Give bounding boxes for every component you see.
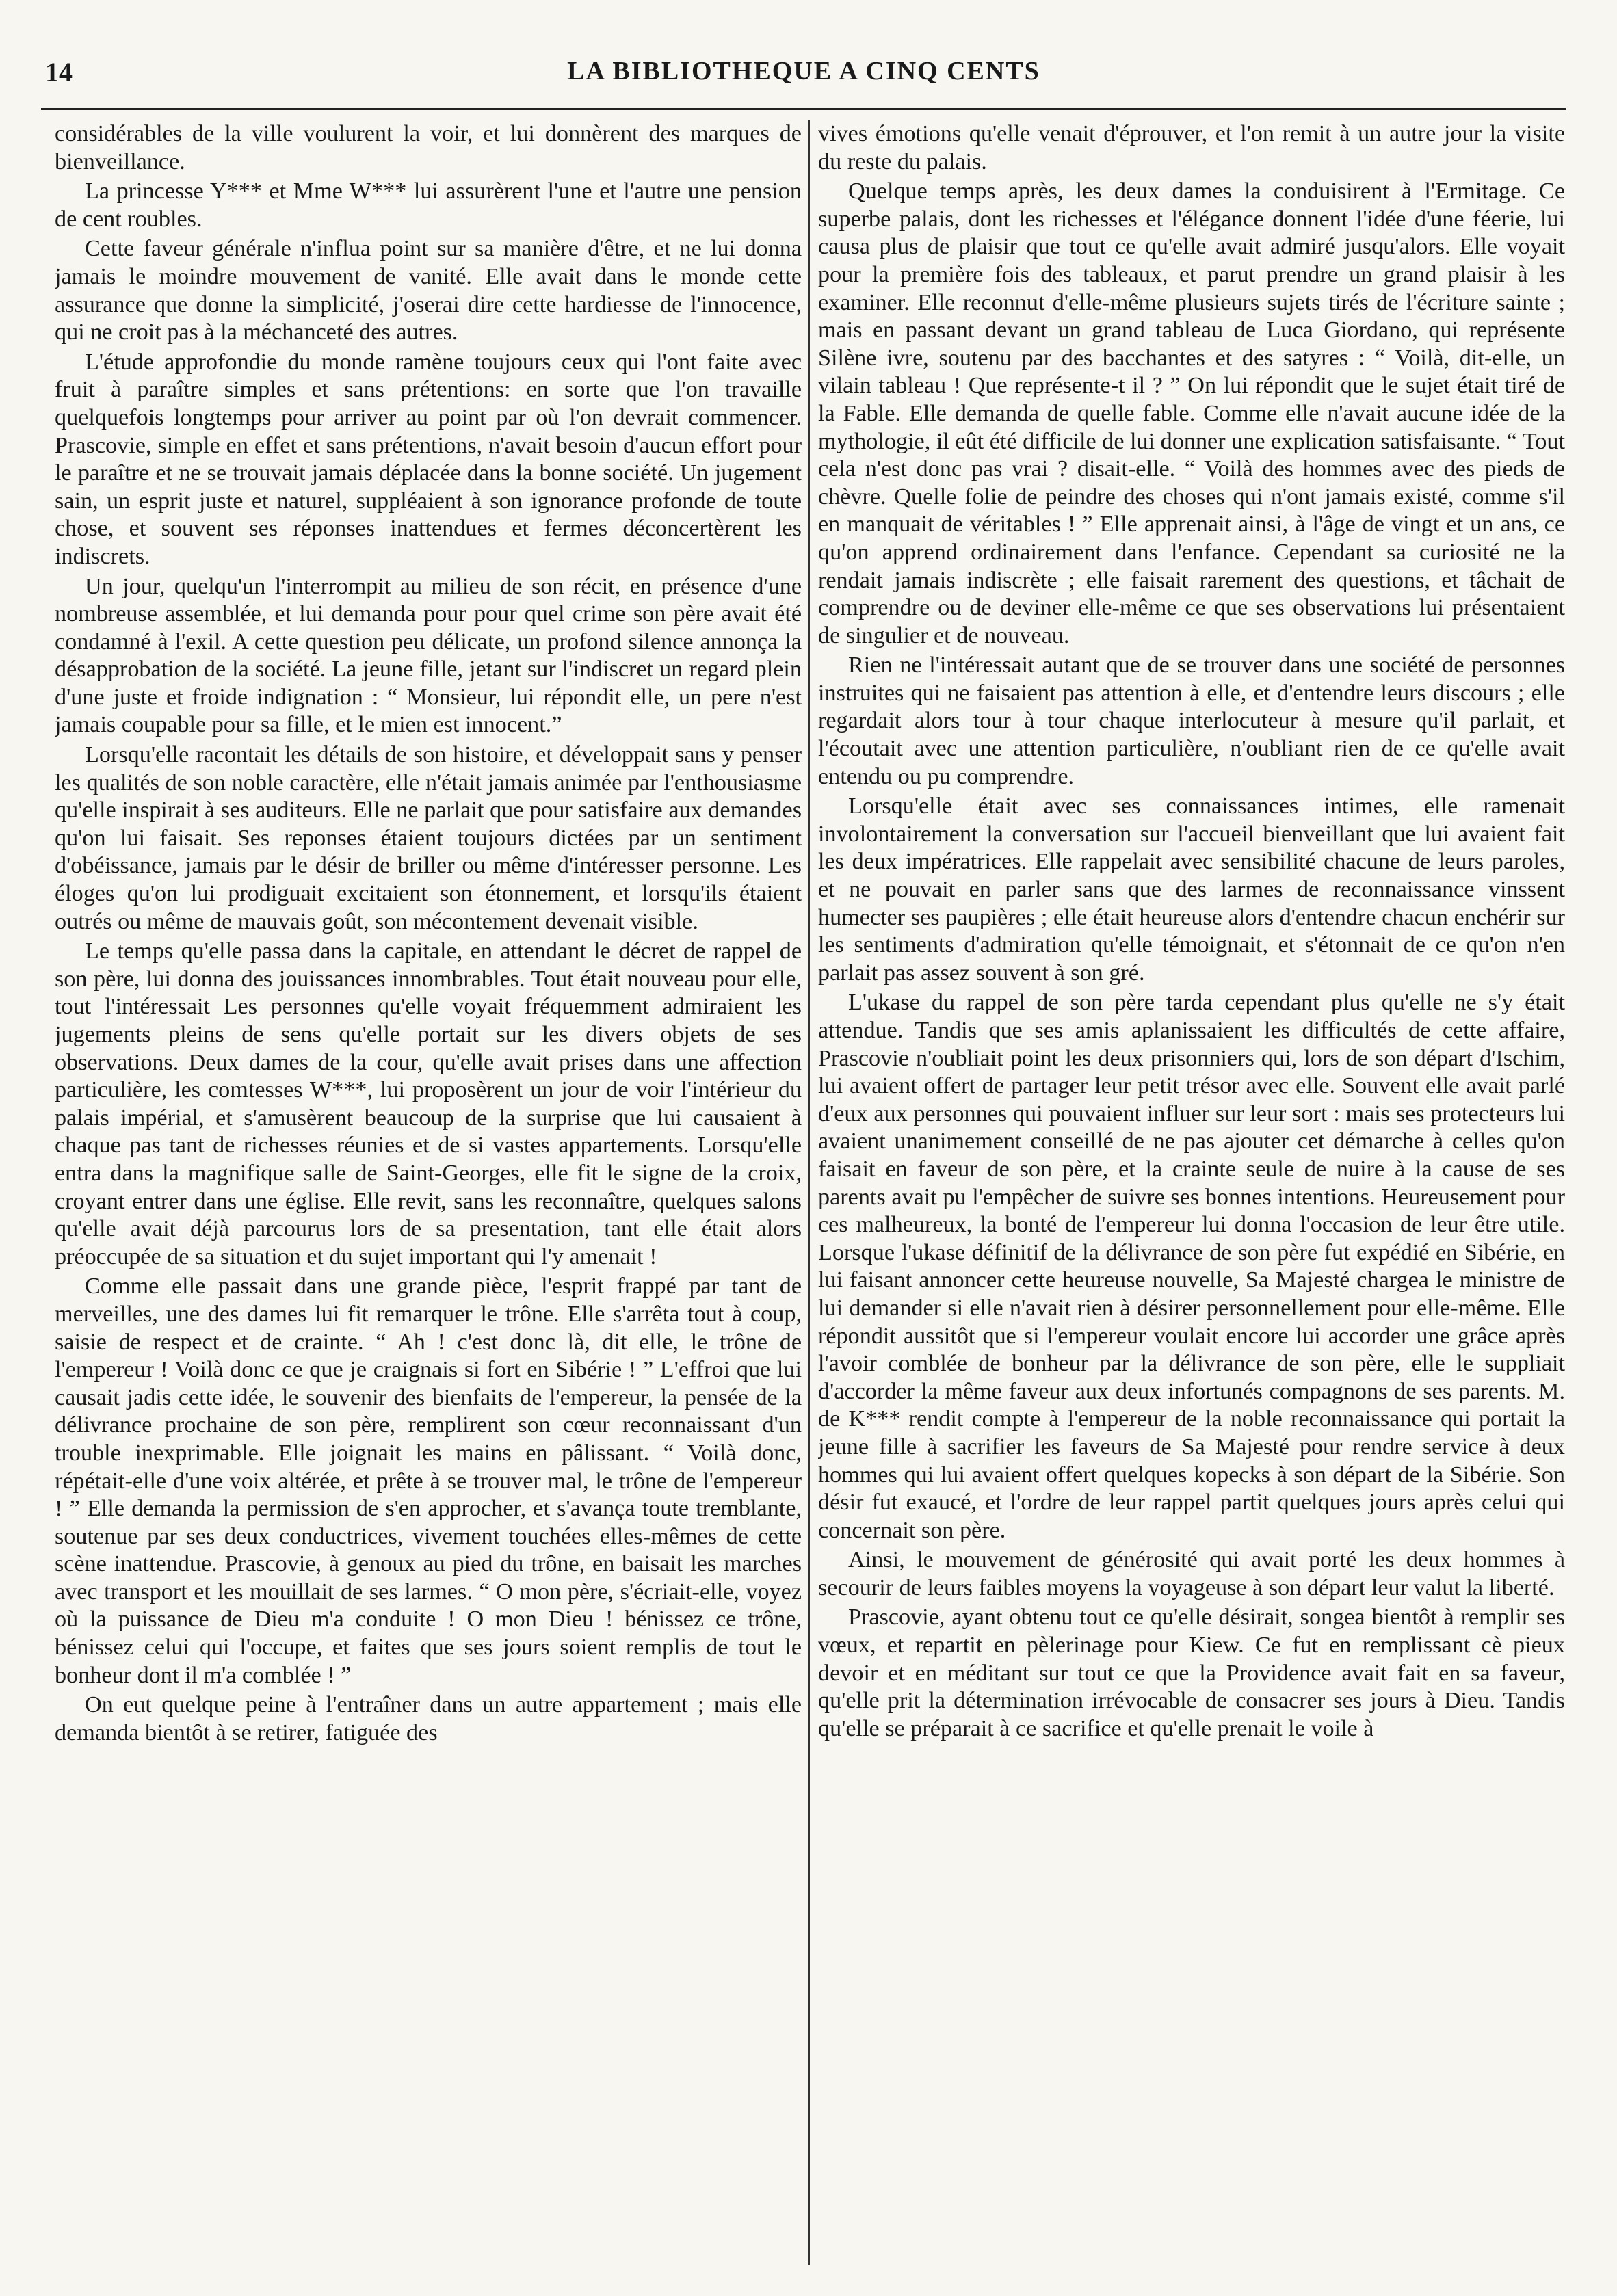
left-column bbox=[55, 120, 802, 2265]
column-divider bbox=[808, 120, 810, 2265]
running-title: LA BIBLIOTHEQUE A CINQ CENTS bbox=[567, 57, 1040, 85]
paragraph: Lorsqu'elle était avec ses connaissances intimes, elle ramenait involontairement la conversation sur l'accueil bienveillant que lui avaient fait les deux impératrices. Elle rappelait avec sensibilité chacune de leurs paroles, et ne pouvait en parler sans que des larmes de reconnaissance vinssent humecter ses paupières ; elle était heureuse alors d'entendre chacun enchérir sur les sentiments d'admiration qu'elle témoignait, et s'étonnait de ce qu'on n'en parlait pas assez souvent à son gré. bbox=[818, 793, 1565, 986]
paragraph: On eut quelque peine à l'entraîner dans un autre appartement ; mais elle demanda bientôt à se retirer, fatiguée des bbox=[55, 1692, 802, 1745]
paragraph: vives émotions qu'elle venait d'éprouver, et l'on remit à un autre jour la visite du reste du palais. bbox=[818, 121, 1565, 174]
paragraph: Ainsi, le mouvement de générosité qui avait porté les deux hommes à secourir de leurs faibles moyens la voyageuse à son départ leur valut la liberté. bbox=[818, 1547, 1565, 1600]
right-column bbox=[818, 120, 1565, 2265]
page-number: 14 bbox=[45, 57, 73, 88]
paragraph: Cette faveur générale n'influa point sur sa manière d'être, et ne lui donna jamais le moindre mouvement de vanité. Elle avait dans le monde cette assurance que donne la simplicité, j'oserai dire cette hardiesse de l'innocence, qui ne croit pas à la méchanceté des autres. bbox=[55, 236, 802, 345]
paragraph: Un jour, quelqu'un l'interrompit au milieu de son récit, en présence d'une nombreuse assemblée, et lui demanda pour pour quel crime son père avait été condamné à l'exil. A cette question peu délicate, un profond silence annonça la désapprobation de la société. La jeune fille, jetant sur l'indiscret un regard plein d'une juste et froide indignation : “ Monsieur, lui répondit elle, un pere n'est jamais coupable pour sa fille, et le mien est innocent.” bbox=[55, 573, 802, 738]
paragraph: considérables de la ville voulurent la voir, et lui donnèrent des marques de bienveillance. bbox=[55, 121, 802, 174]
header-rule bbox=[41, 108, 1566, 110]
paragraph: L'ukase du rappel de son père tarda cependant plus qu'elle ne s'y était attendue. Tandis que ses amis aplanissaient les difficultés de cette affaire, Prascovie n'oubliait point les deux prisonniers qui, lors de son départ d'Ischim, lui avaient offert de partager leur petit trésor avec elle. Souvent elle avait parlé d'eux aux personnes qui pouvaient influer sur leur sort : mais ses protecteurs lui avaient unanimement conseillé de ne pas ajouter cet démarche à celles qu'on faisait en faveur de son père, et la crainte seule de nuire à la cause de ses parents avait pu l'empêcher de suivre ses bonnes intentions. Heureusement pour ces malheureux, la bonté de l'empereur lui donna l'occasion de leur être utile. Lorsque l'ukase définitif de la délivrance de son père fut expédié en Sibérie, en lui faisant annoncer cette heureuse nouvelle, Sa Majesté chargea le ministre de lui demander si elle n'avait rien à désirer personnellement pour elle-même. Elle répondit aussitôt que si l'empereur voulait encore lui accorder une grâce après l'avoir comblée de bonheur par la délivrance de son père, elle le suppliait d'accorder la même faveur aux deux infortunés compagnons de ses parents. M. de K*** rendit compte à l'empereur de la noble reconnaissance qui portait la jeune fille à sacrifier les faveurs de Sa Majesté pour rendre service à deux hommes qui lui avaient offert quelques kopecks à son départ de la Sibérie. Son désir fut exaucé, et l'ordre de leur rappel partit quelques jours après celui qui concernait son père. bbox=[818, 990, 1565, 1543]
paragraph: La princesse Y*** et Mme W*** lui assurèrent l'une et l'autre une pension de cent roubles. bbox=[55, 179, 802, 232]
paragraph: L'étude approfondie du monde ramène toujours ceux qui l'ont faite avec fruit à paraître simples et sans prétentions: en sorte que l'on travaille quelquefois longtemps pour arriver au point par où l'on devrait commencer. Prascovie, simple en effet et sans prétentions, n'avait besoin d'aucun effort pour le paraître et ne se trouvait jamais déplacée dans la bonne société. Un jugement sain, un esprit juste et naturel, suppléaient à son ignorance profonde de toute chose, et souvent ses réponses inattendues et fermes déconcertèrent les indiscrets. bbox=[55, 349, 802, 569]
paragraph: Prascovie, ayant obtenu tout ce qu'elle désirait, songea bientôt à remplir ses vœux, et repartit en pèlerinage pour Kiew. Ce fut en remplissant cè pieux devoir et en méditant sur tout ce que la Providence avait fait en sa faveur, qu'elle prit la détermination irrévocable de consacrer ses jours à Dieu. Tandis qu'elle se préparait à ce sacrifice et qu'elle prenait le voile à bbox=[818, 1605, 1565, 1741]
paragraph: Lorsqu'elle racontait les détails de son histoire, et développait sans y penser les qualités de son noble caractère, elle n'était jamais animée par l'enthousiasme qu'elle inspirait à ses auditeurs. Elle ne parlait que pour satisfaire aux demandes qu'on lui faisait. Ses reponses étaient toujours dictées par un sentiment d'obéissance, jamais par le désir de briller ou même d'intéresser personne. Les éloges qu'on lui prodiguait excitaient son étonnement, et lorsqu'ils étaient outrés ou même de mauvais goût, son mécontement devenait visible. bbox=[55, 742, 802, 934]
page-header bbox=[41, 56, 1566, 97]
paragraph: Rien ne l'intéressait autant que de se trouver dans une société de personnes instruites qui ne faisaient pas attention à elle, et d'entendre leurs discours ; elle regardait alors tour à tour chaque interlocuteur à mesure qu'il parlait, et l'écoutait avec une attention particulière, n'oubliant rien de ce qu'elle avait entendu ou pu comprendre. bbox=[818, 652, 1565, 789]
paragraph: Le temps qu'elle passa dans la capitale, en attendant le décret de rappel de son père, lui donna des jouissances innombrables. Tout était nouveau pour elle, tout l'intéressait Les personnes qu'elle voyait fréquemment admiraient les jugements pleins de sens qu'elle portait sur les divers objets de ses observations. Deux dames de la cour, qu'elle avait prises dans une affection particulière, les comtesses W***, lui proposèrent un jour de voir l'intérieur du palais impérial, et s'amusèrent beaucoup de la surprise que lui causaient à chaque pas tant de richesses réunies et de si vastes appartements. Lorsqu'elle entra dans la magnifique salle de Saint-Georges, elle fit le signe de la croix, croyant entrer dans une église. Elle revit, sans les reconnaître, quelques salons qu'elle avait déjà parcourus lors de sa presentation, tant elle était alors préoccupée de sa situation et du sujet important qui l'y amenait ! bbox=[55, 938, 802, 1269]
paragraph: Comme elle passait dans une grande pièce, l'esprit frappé par tant de merveilles, une des dames lui fit remarquer le trône. Elle s'arrêta tout à coup, saisie de respect et de crainte. “ Ah ! c'est donc là, dit elle, le trône de l'empereur ! Voilà donc ce que je craignais si fort en Sibérie ! ” L'effroi que lui causait jadis cette idée, le souvenir des bienfaits de l'empereur, la pensée de la délivrance prochaine de son père, remplirent son cœur reconnaissant d'un trouble inexprimable. Elle joignait les mains en pâlissant. “ Voilà donc, répétait-elle d'une voix altérée, et prête à se trouver mal, le trône de l'empereur ! ” Elle demanda la permission de s'en approcher, et s'avança toute tremblante, soutenue par ses deux conductrices, vivement touchées elles-mêmes de cette scène inattendue. Prascovie, à genoux au pied du trône, en baisait les marches avec transport et les mouillait de ses larmes. “ O mon père, s'écriait-elle, voyez où la puissance de Dieu m'a conduite ! O mon Dieu ! bénissez ce trône, bénissez celui qui l'occupe, et faites que ses jours soient remplis de tout le bonheur dont il m'a comblée ! ” bbox=[55, 1274, 802, 1688]
paragraph: Quelque temps après, les deux dames la conduisirent à l'Ermitage. Ce superbe palais, dont les richesses et l'élégance donnent l'idée d'une féerie, lui causa plus de plaisir que tout ce qu'elle avait admiré jusqu'alors. Elle voyait pour la première fois des tableaux, et parut prendre un grand plaisir à les examiner. Elle reconnut d'elle-même plusieurs sujets tirés de l'écriture sainte ; mais en passant devant un grand tableau de Luca Giordano, qui représente Silène ivre, soutenu par des bacchantes et des satyres : “ Voilà, dit-elle, un vilain tableau ! Que représente-t il ? ” On lui répondit que le sujet était tiré de la Fable. Elle demanda de quelle fable. Comme elle n'avait aucune idée de la mythologie, il eût été difficile de lui donner une explication satisfaisante. “ Tout cela n'est donc pas vrai ? disait-elle. “ Voilà des hommes avec des pieds de chèvre. Quelle folie de peindre des choses qui n'ont jamais existé, comme s'il en manquait de véritables ! ” Elle apprenait ainsi, à l'âge de vingt et un ans, ce qu'on apprend ordinairement dans l'enfance. Cependant sa curiosité ne la rendait jamais indiscrète ; elle faisait rarement des questions, et tâchait de comprendre ou de deviner elle-même ce que ses observations lui présentaient de singulier et de nouveau. bbox=[818, 179, 1565, 648]
